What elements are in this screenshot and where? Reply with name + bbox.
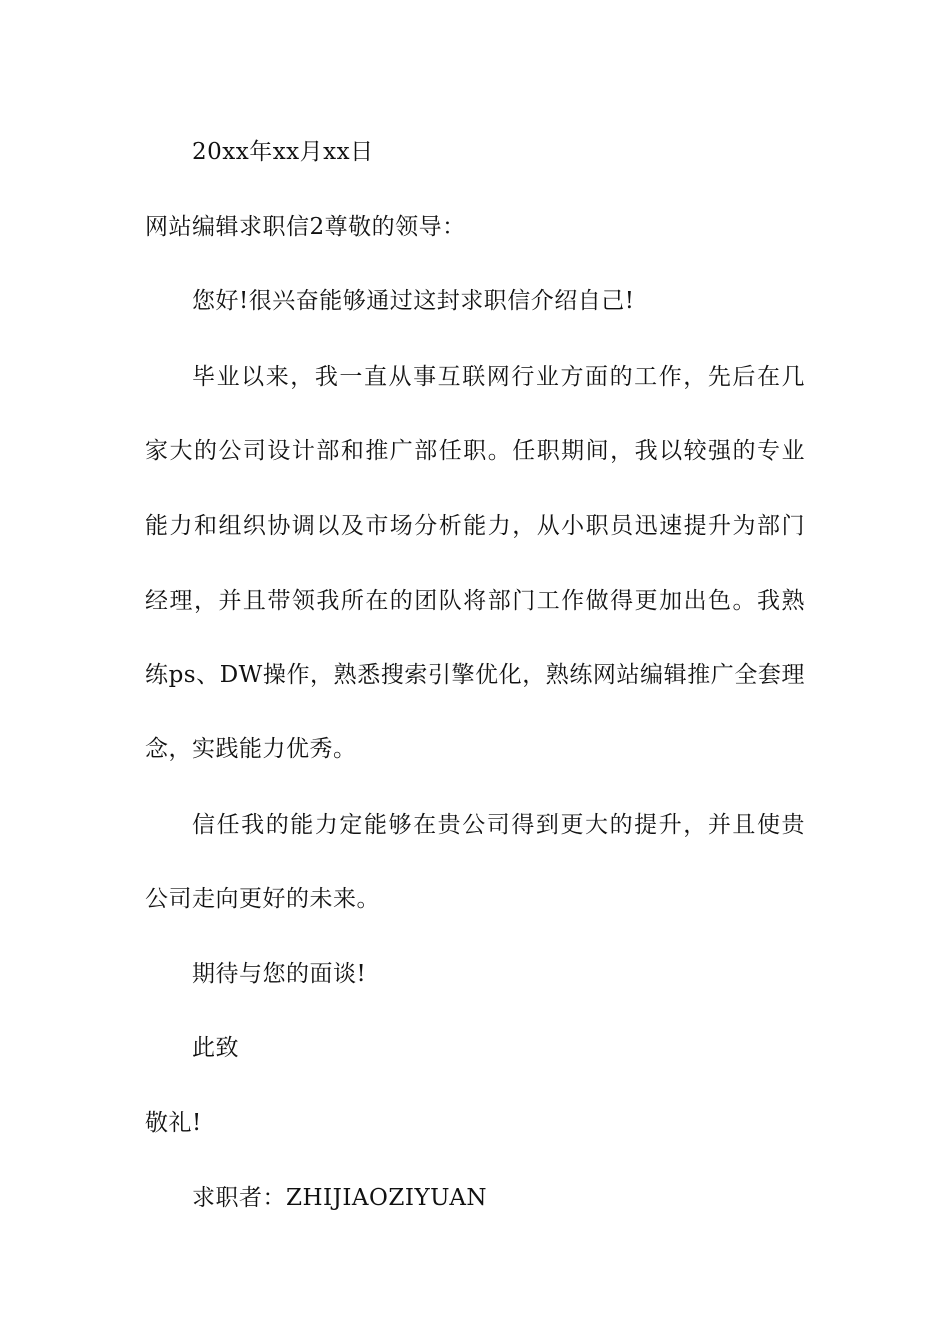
closing-salute: 敬礼!: [145, 1110, 202, 1136]
letter-date: 20xx年xx月xx日: [192, 139, 374, 165]
paragraph1-line-3: 能力和组织协调以及市场分析能力，从小职员迅速提升为部门: [145, 513, 805, 539]
paragraph1-line-1: 毕业以来，我一直从事互联网行业方面的工作，先后在几: [192, 364, 805, 390]
paragraph1-line-5: 练ps、DW操作，熟悉搜索引擎优化，熟练网站编辑推广全套理: [145, 662, 805, 688]
letter-greeting: 您好!很兴奋能够通过这封求职信介绍自己!: [192, 288, 635, 314]
paragraph2-line-1: 信任我的能力定能够在贵公司得到更大的提升，并且使贵: [192, 812, 805, 838]
paragraph1-line-2: 家大的公司设计部和推广部任职。任职期间，我以较强的专业: [145, 438, 805, 464]
closing-to: 此致: [192, 1035, 239, 1061]
paragraph2-line-2: 公司走向更好的未来。: [145, 886, 380, 912]
letter-heading: 网站编辑求职信2尊敬的领导：: [145, 214, 466, 240]
closing-hope: 期待与您的面谈!: [192, 961, 367, 987]
signature: 求职者：ZHIJIAOZIYUAN: [192, 1185, 488, 1211]
paragraph1-line-4: 经理，并且带领我所在的团队将部门工作做得更加出色。我熟: [145, 588, 805, 614]
paragraph1-line-6: 念，实践能力优秀。: [145, 736, 357, 762]
